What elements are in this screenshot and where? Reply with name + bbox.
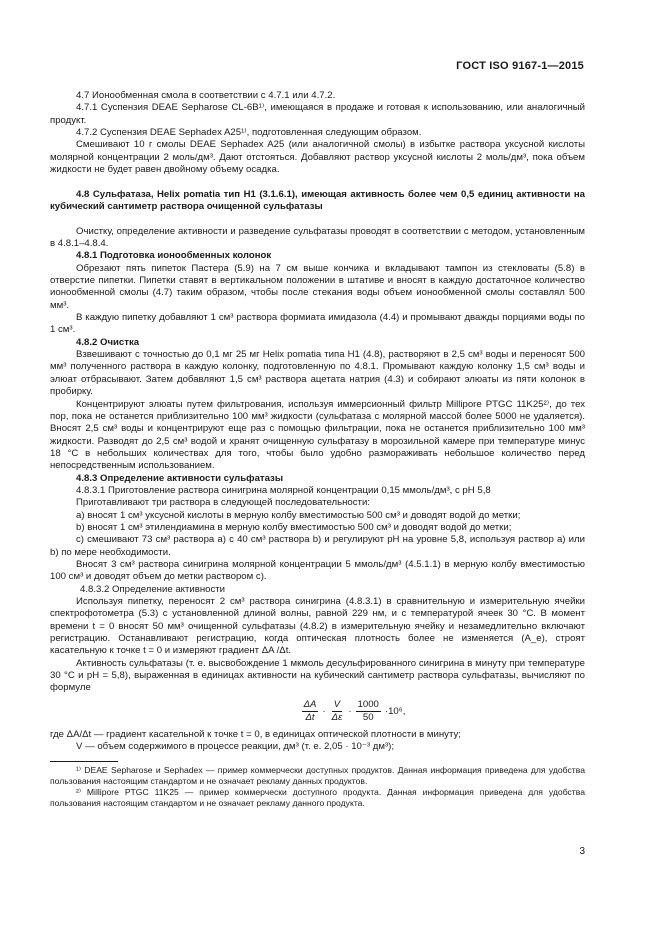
formula-50: 50 xyxy=(362,712,374,724)
paragraph-columns-prep: Обрезают пять пипеток Пастера (5.9) на 7 см выше кончика и вкладывают тампон из стекловаты (5.8) в отверстие пипетки. Пипетки ставят в вертикальном положении в штативе и вносят в каждую достаточное количество ионообменной смолы (4.7) таким образом, чтобы после стекания воды объем ионообменной смолы составлял 500 мм³. xyxy=(50,262,585,311)
formula-delta-t: Δt xyxy=(305,712,315,724)
paragraph-4-7: 4.7 Ионообменная смола в соответствии с 4.7.1 или 4.7.2. xyxy=(76,90,336,101)
footnote-separator xyxy=(50,761,118,762)
document-body xyxy=(50,90,585,809)
page-number: 3 xyxy=(579,846,585,857)
paragraph-measurement: Используя пипетку, переносят 2 см³ раствора синигрина (4.8.3.1) в сравнительную и измерительную ячейки спектрофотометра (5.3) с установленной длиной волны, равной 229 нм, и с температурой ячеек 30 °С. В момент времени t = 0 вносят 50 мм³ очищенной сульфатазы (4.8.2) в измерительную ячейку и незамедлительно включают регистрацию. Останавливают регистрацию, когда оптическая плотность более не изменяется (A_e), строят касательную к точке t = 0 и измеряют градиент ΔA /Δt. xyxy=(50,596,585,657)
paragraph-activity-def: Активность сульфатазы (т. е. высвобождение 1 мкмоль десульфированного синигрина в минуту при температуре 30 °С и рН = 5,8), выраженная в единицах активности на кубический сантиметр раствора сульфатазы, вычисляют по формуле xyxy=(50,657,585,694)
paragraph-4-7-1: 4.7.1 Суспензия DEAE Sepharose CL-6B¹⁾, имеющаяся в продаже и готовая к использованию, или аналогичный продукт. xyxy=(50,102,585,126)
formula-tail: ·10⁶, xyxy=(384,705,406,717)
heading-4-8-2: 4.8.2 Очистка xyxy=(76,336,140,348)
heading-4-8-1: 4.8.1 Подготовка ионообменных колонок xyxy=(76,250,272,262)
formula-delta-a: ΔA xyxy=(303,699,317,711)
formula-fraction-3 xyxy=(356,699,381,724)
paragraph-4-7-2: 4.7.2 Суспензия DEAE Sephadex A25¹⁾, подготовленная следующим образом. xyxy=(76,127,422,139)
footnote-1: ¹⁾ DEAE Sepharose и Sephadex — пример коммерчески доступных продуктов. Данная информация приведена для удобства пользования настоящим стандартом и не означает рекламу данных продуктов. xyxy=(50,765,585,787)
paragraph-three-solutions: Приготавливают три раствора в следующей последовательности: xyxy=(76,497,370,509)
list-item-a: a) вносят 1 см³ уксусной кислоты в мерную колбу вместимостью 500 см³ и доводят водой до метки; xyxy=(76,509,521,521)
heading-4-8: 4.8 Сульфатаза, Helix pomatia тип H1 (3.1.6.1), имеющая активность более чем 0,5 единиц активности на кубический сантиметр раствора очищенной сульфатазы xyxy=(50,188,585,213)
paragraph-4-8-3-1: 4.8.3.1 Приготовление раствора синигрина молярной концентрации 0,15 ммоль/дм³, с рН 5,8 xyxy=(76,484,491,496)
heading-4-8-3: 4.8.3 Определение активности сульфатазы xyxy=(76,472,284,484)
list-item-b: b) вносят 1 см³ этилендиамина в мерную колбу вместимостью 500 см³ и доводят водой до метки; xyxy=(76,521,512,533)
paragraph-concentration: Концентрируют элюаты путем фильтрования, используя иммерсионный фильтр Millipore PTGC 11K25²⁾, до тех пор, пока не останется приблизительно 100 мм³ жидкости (сульфатаза с молярной массой более 5000 не удаляется). Вносят 2,5 см³ воды и концентрируют еще раз с помощью фильтрации, пока не останется приблизительно 100 мм³ жидкости. Разводят до 2,5 см³ водой и хранят очищенную сульфатазу в морозильной камере при температуре минус 18 °С в небольших количествах для того, чтобы было удобно размораживать небольшое количество перед непосредственным использованием. xyxy=(50,398,585,472)
paragraph-weighing: Взвешивают с точностью до 0,1 мг 25 мг Helix pomatia типа H1 (4.8), растворяют в 2,5 см³ воды и переносят 500 мм³ полученного раствора в каждую колонку, подготовленную по 4.8.1. Промывают каждую колонку 1,5 см³ воды и элюат отбрасывают. Затем добавляют 1,5 см³ раствора ацетата натрия (4.3) и собирают элюаты из пяти колонок в пробирку. xyxy=(50,349,585,398)
formula-delta-epsilon: Δε xyxy=(331,712,343,724)
where-clause-volume: V — объем содержимого в процессе реакции, дм³ (т. е. 2,05 · 10⁻³ дм³); xyxy=(76,741,395,753)
formula-1000: 1000 xyxy=(357,699,379,711)
paragraph-pipette-wash: В каждую пипетку добавляют 1 см³ раствора формиата имидазола (4.4) и промывают дважды порциями воды по 1 см³. xyxy=(50,312,585,336)
paragraph-4-8-3-2: 4.8.3.2 Определение активности xyxy=(80,583,226,595)
where-clause-gradient: где ΔA/Δt — градиент касательной к точке t = 0, в единицах оптической плотности в минуту; xyxy=(50,728,461,740)
standard-header: ГОСТ ISO 9167-1—2015 xyxy=(456,60,584,72)
paragraph-resin-prep: Смешивают 10 г смолы DEAE Sephadex A25 (или аналогичной смолы) в избытке раствора уксусной кислоты молярной концентрации 2 моль/дм³. Дают отстояться. Добавляют раствор уксусной кислоты 2 моль/дм³, пока объем жидкости не будет равен двойному объему осадка. xyxy=(50,139,585,176)
list-item-c: c) смешивают 73 см³ раствора a) с 40 см³ раствора b) и регулируют рН на уровне 5,8, используя раствор a) или b) по мере необходимости. xyxy=(50,534,585,558)
activity-formula: $\frac{\Delta A}{\Delta t}$ · $\frac{V}{\Delta\varepsilon}$ · $\frac{1000}{50}$ ·10⁶, xyxy=(303,699,406,724)
formula-volume: V xyxy=(333,699,341,711)
paragraph-sinigrin-solution: Вносят 3 см³ раствора синигрина молярной концентрации 5 ммоль/дм³ (4.5.1.1) в мерную колбу вместимостью 100 см³ и доводят объем до метки раствором с). xyxy=(50,558,585,583)
formula-fraction-2 xyxy=(330,699,345,724)
footnote-2: ²⁾ Millipore PTGC 11K25 — пример коммерчески доступного продукта. Данная информация приведена для удобства пользования настоящим стандартом и не означает рекламу данного продукта. xyxy=(50,787,585,809)
formula-fraction-1 xyxy=(302,699,319,724)
paragraph-purification-intro: Очистку, определение активности и разведение сульфатазы проводят в соответствии с методом, установленным в 4.8.1–4.8.4. xyxy=(50,225,585,250)
